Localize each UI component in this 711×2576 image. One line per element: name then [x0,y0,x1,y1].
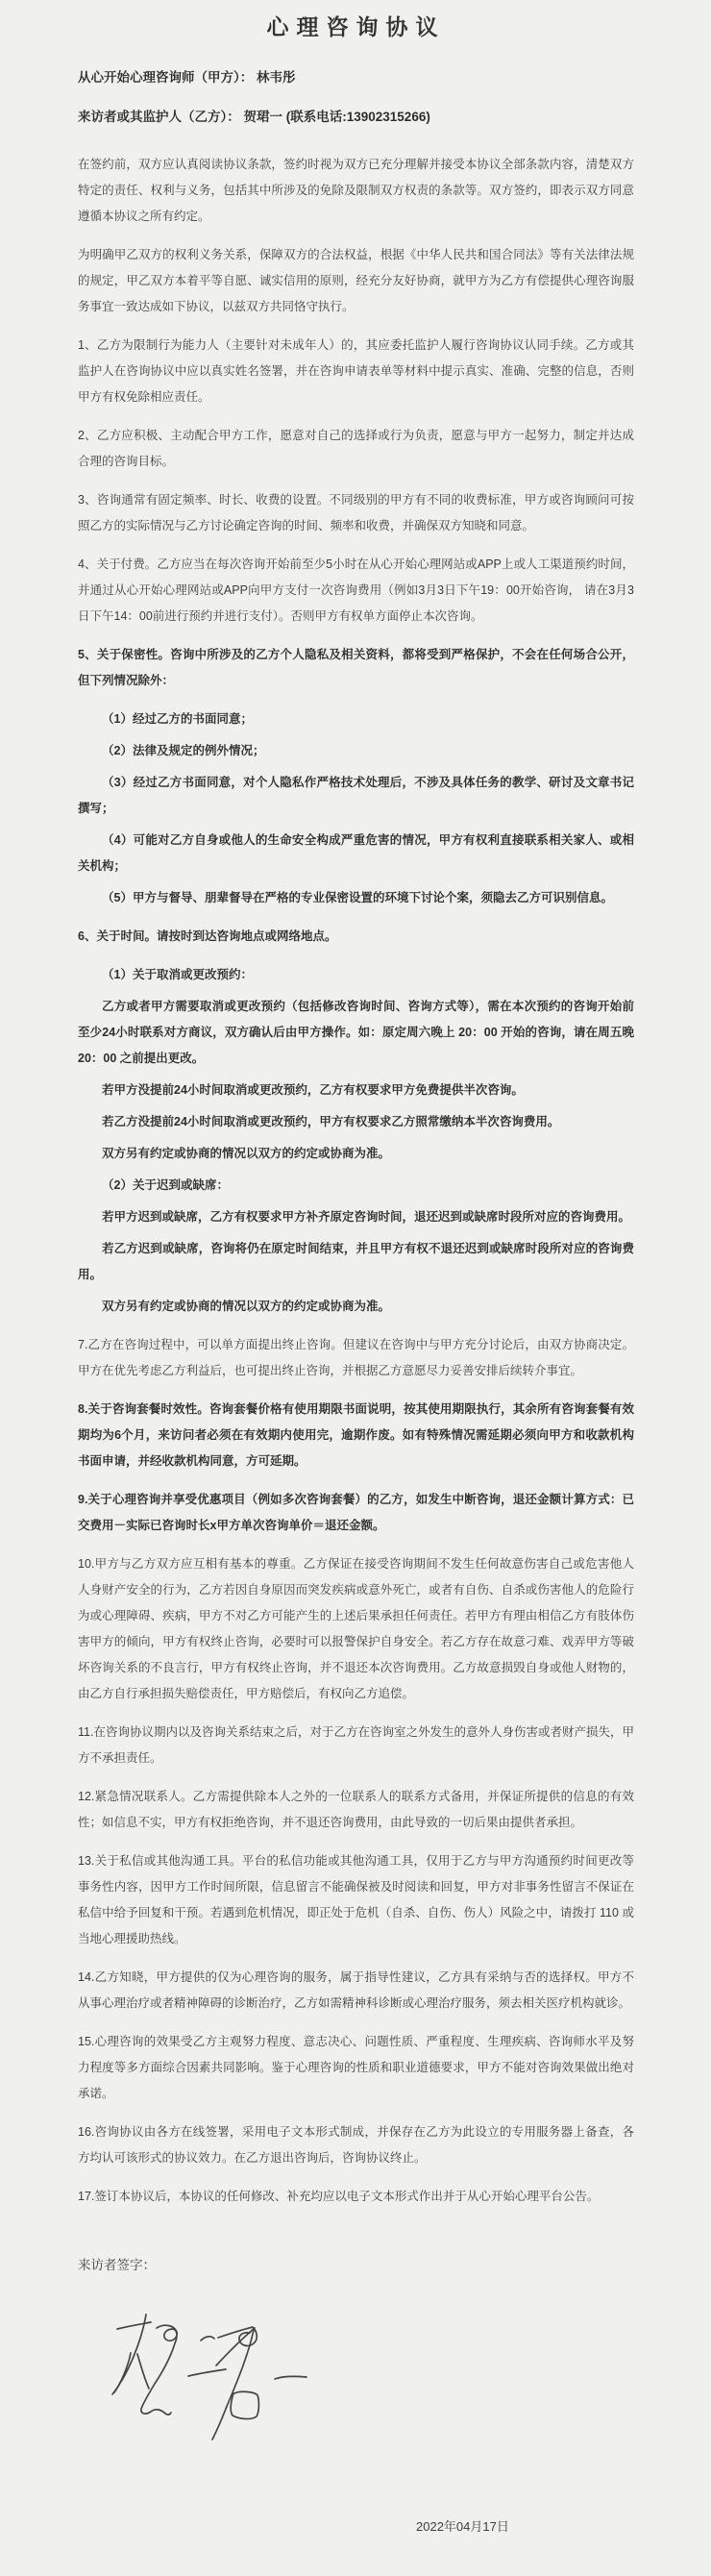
clause-paragraph: 10.甲方与乙方双方应互相有基本的尊重。乙方保证在接受咨询期间不发生任何故意伤害自己或危害他人人身财产安全的行为，乙方若因自身原因而突发疾病或意外死亡，或者有自伤、自杀或伤害他人的危险行为或心理障碍、疾病，甲方不对乙方可能产生的上述后果承担任何责任。若甲方有理由相信乙方有肢体伤害甲方的倾向，甲方有权终止咨询，必要时可以报警保护自身安全。若乙方存在故意刁难、戏弄甲方等破坏咨询关系的不良言行，甲方有权终止咨询，并不退还本次咨询费用。乙方故意损毁自身或他人财物的，由乙方自行承担损失赔偿责任，甲方赔偿后，有权向乙方追偿。 [78,1557,634,1700]
clause-paragraph: 若甲方没提前24小时间取消或更改预约，乙方有权要求甲方免费提供半次咨询。 [102,1083,524,1097]
clause-paragraph: （1）经过乙方的书面同意； [102,712,253,726]
clause-paragraph: 双方另有约定或协商的情况以双方的约定或协商为准。 [102,1147,391,1160]
clause-paragraph: 9.关于心理咨询并享受优惠项目（例如多次咨询套餐）的乙方，如发生中断咨询，退还金额计算方式：已交费用－实际已咨询时长x甲方单次咨询单价＝退还金额。 [78,1493,634,1532]
clause-paragraph: （4）可能对乙方自身或他人的生命安全构成严重危害的情况，甲方有权利直接联系相关家人、或相关机构； [78,833,634,873]
clause-paragraph: 17.签订本协议后，本协议的任何修改、补充均应以电子文本形式作出并于从心开始心理平台公告。 [78,2190,600,2203]
clause-paragraph: 若乙方迟到或缺席，咨询将仍在原定时间结束，并且甲方有权不退还迟到或缺席时段所对应的咨询费用。 [78,1242,634,1281]
clause-paragraph: 为明确甲乙双方的权利义务关系，保障双方的合法权益，根据《中华人民共和国合同法》等有关法律法规的规定，甲乙双方本着平等自愿、诚实信用的原则，经充分友好协商，就甲方为乙方有偿提供心理咨询服务事宜一致达成如下协议，以兹双方共同恪守执行。 [78,248,634,313]
clause-paragraph: 14.乙方知晓，甲方提供的仅为心理咨询的服务，属于指导性建议，乙方具有采纳与否的选择权。甲方不从事心理治疗或者精神障碍的诊断治疗，乙方如需精神科诊断或心理治疗服务，须去相关医疗机构就诊。 [78,1970,634,2010]
clause-paragraph: 16.咨询协议由各方在线签署，采用电子文本形式制成，并保存在乙方为此设立的专用服务器上备查，各方均认可该形式的协议效力。在乙方退出咨询后，咨询协议终止。 [78,2125,634,2165]
visitor-signature-label: 来访者签字： [78,2258,156,2272]
clause-paragraph: 13.关于私信或其他沟通工具。平台的私信功能或其他沟通工具，仅用于乙方与甲方沟通预约时间更改等事务性内容，因甲方工作时间所限，信息留言不能确保被及时阅读和回复，甲方对非事务性留言不保证在私信中给予回复和干预。若遇到危机情况，即正处于危机（自杀、自伤、伤人）风险之中，请拨打 110 或当地心理援助热线。 [78,1854,634,1945]
signature-canvas [78,2273,634,2499]
clause-paragraph: （2）关于迟到或缺席： [102,1178,229,1192]
party-b-line: 来访者或其监护人（乙方）： 贺珺一 (联系电话:13902315266) [78,110,430,124]
agreement-body [78,152,634,2210]
clause-paragraph: 5、关于保密性。咨询中所涉及的乙方个人隐私及相关资料，都将受到严格保护，不会在任何场合公开，但下列情况除外： [78,648,634,687]
clause-paragraph: （3）经过乙方书面同意，对个人隐私作严格技术处理后，不涉及具体任务的教学、研讨及文章书记撰写； [78,776,634,815]
clause-paragraph: 若甲方迟到或缺席，乙方有权要求甲方补齐原定咨询时间，退还迟到或缺席时段所对应的咨询费用。 [102,1210,631,1224]
clause-paragraph: （2）法律及规定的例外情况； [102,744,265,757]
clause-paragraph: 乙方或者甲方需要取消或更改预约（包括修改咨询时间、咨询方式等），需在本次预约的咨询开始前至少24小时联系对方商议，双方确认后由甲方操作。如：原定周六晚上 20：00 开始的咨询，请在周五晚 20：00 之前提出更改。 [78,1000,634,1065]
clause-paragraph: 8.关于咨询套餐时效性。咨询套餐价格有使用期限书面说明，按其使用期限执行，其余所有咨询套餐有效期均为6个月，来访问者必须在有效期内使用完，逾期作废。如有特殊情况需延期必须向甲方和收款机构书面申请，并经收款机构同意，方可延期。 [78,1402,634,1468]
clause-paragraph: 2、乙方应积极、主动配合甲方工作，愿意对自己的选择或行为负责，愿意与甲方一起努力，制定并达成合理的咨询目标。 [78,429,634,468]
clause-paragraph: 11.在咨询协议期内以及咨询关系结束之后，对于乙方在咨询室之外发生的意外人身伤害或者财产损失，甲方不承担责任。 [78,1725,634,1765]
clause-paragraph: 双方另有约定或协商的情况以双方的约定或协商为准。 [102,1300,391,1313]
handwritten-signature [76,2285,364,2487]
signature-section [78,2254,634,2535]
clause-paragraph: 1、乙方为限制行为能力人（主要针对未成年人）的，其应委托监护人履行咨询协议认同手续。乙方或其监护人在咨询协议中应以真实姓名签署，并在咨询申请表单等材料中提示真实、准确、完整的信息，否则甲方有权免除相应责任。 [78,338,634,404]
clause-paragraph: 在签约前，双方应认真阅读协议条款，签约时视为双方已充分理解并接受本协议全部条款内容，清楚双方特定的责任、权利与义务，包括其中所涉及的免除及限制双方权责的条款等。双方签约，即表示双方同意遵循本协议之所有约定。 [78,158,634,223]
clause-paragraph: 15.心理咨询的效果受乙方主观努力程度、意志决心、问题性质、严重程度、生理疾病、咨询师水平及努力程度等多方面综合因素共同影响。鉴于心理咨询的性质和职业道德要求，甲方不能对咨询效果做出绝对承诺。 [78,2035,634,2100]
page-title: 心理咨询协议 [266,14,446,39]
clause-paragraph: 4、关于付费。乙方应当在每次咨询开始前至少5小时在从心开始心理网站或APP上或人工渠道预约时间，并通过从心开始心理网站或APP向甲方支付一次咨询费用（例如3月3日下午19：00开始咨询， 请在3月3日下午14：00前进行预约并进行支付）。否则甲方有权单方面停止本次咨询。 [78,557,634,623]
clause-paragraph: （5）甲方与督导、朋辈督导在严格的专业保密设置的环境下讨论个案，须隐去乙方可识别信息。 [102,891,613,904]
signature-date: 2022年04月17日 [416,2519,509,2534]
clause-paragraph: 3、咨询通常有固定频率、时长、收费的设置。不同级别的甲方有不同的收费标准，甲方或咨询顾问可按照乙方的实际情况与乙方讨论确定咨询的时间、频率和收费，并确保双方知晓和同意。 [78,493,634,533]
party-a-line: 从心开始心理咨询师（甲方）： 林韦彤 [78,70,296,85]
clause-paragraph: 12.紧急情况联系人。乙方需提供除本人之外的一位联系人的联系方式备用，并保证所提供的信息的有效性；如信息不实，甲方有权拒绝咨询，并不退还咨询费用，由此导致的一切后果由提供者承担。 [78,1790,634,1829]
clause-paragraph: （1）关于取消或更改预约： [102,968,253,981]
clause-paragraph: 若乙方没提前24小时间取消或更改预约，甲方有权要求乙方照常缴纳本半次咨询费用。 [102,1115,560,1128]
clause-paragraph: 6、关于时间。请按时到达咨询地点或网络地点。 [78,929,337,943]
clause-paragraph: 7.乙方在咨询过程中，可以单方面提出终止咨询。但建议在咨询中与甲方充分讨论后，由双方协商决定。甲方在优先考虑乙方利益后，也可提出终止咨询，并根据乙方意愿尽力妥善安排后续转介事宜。 [78,1338,634,1377]
